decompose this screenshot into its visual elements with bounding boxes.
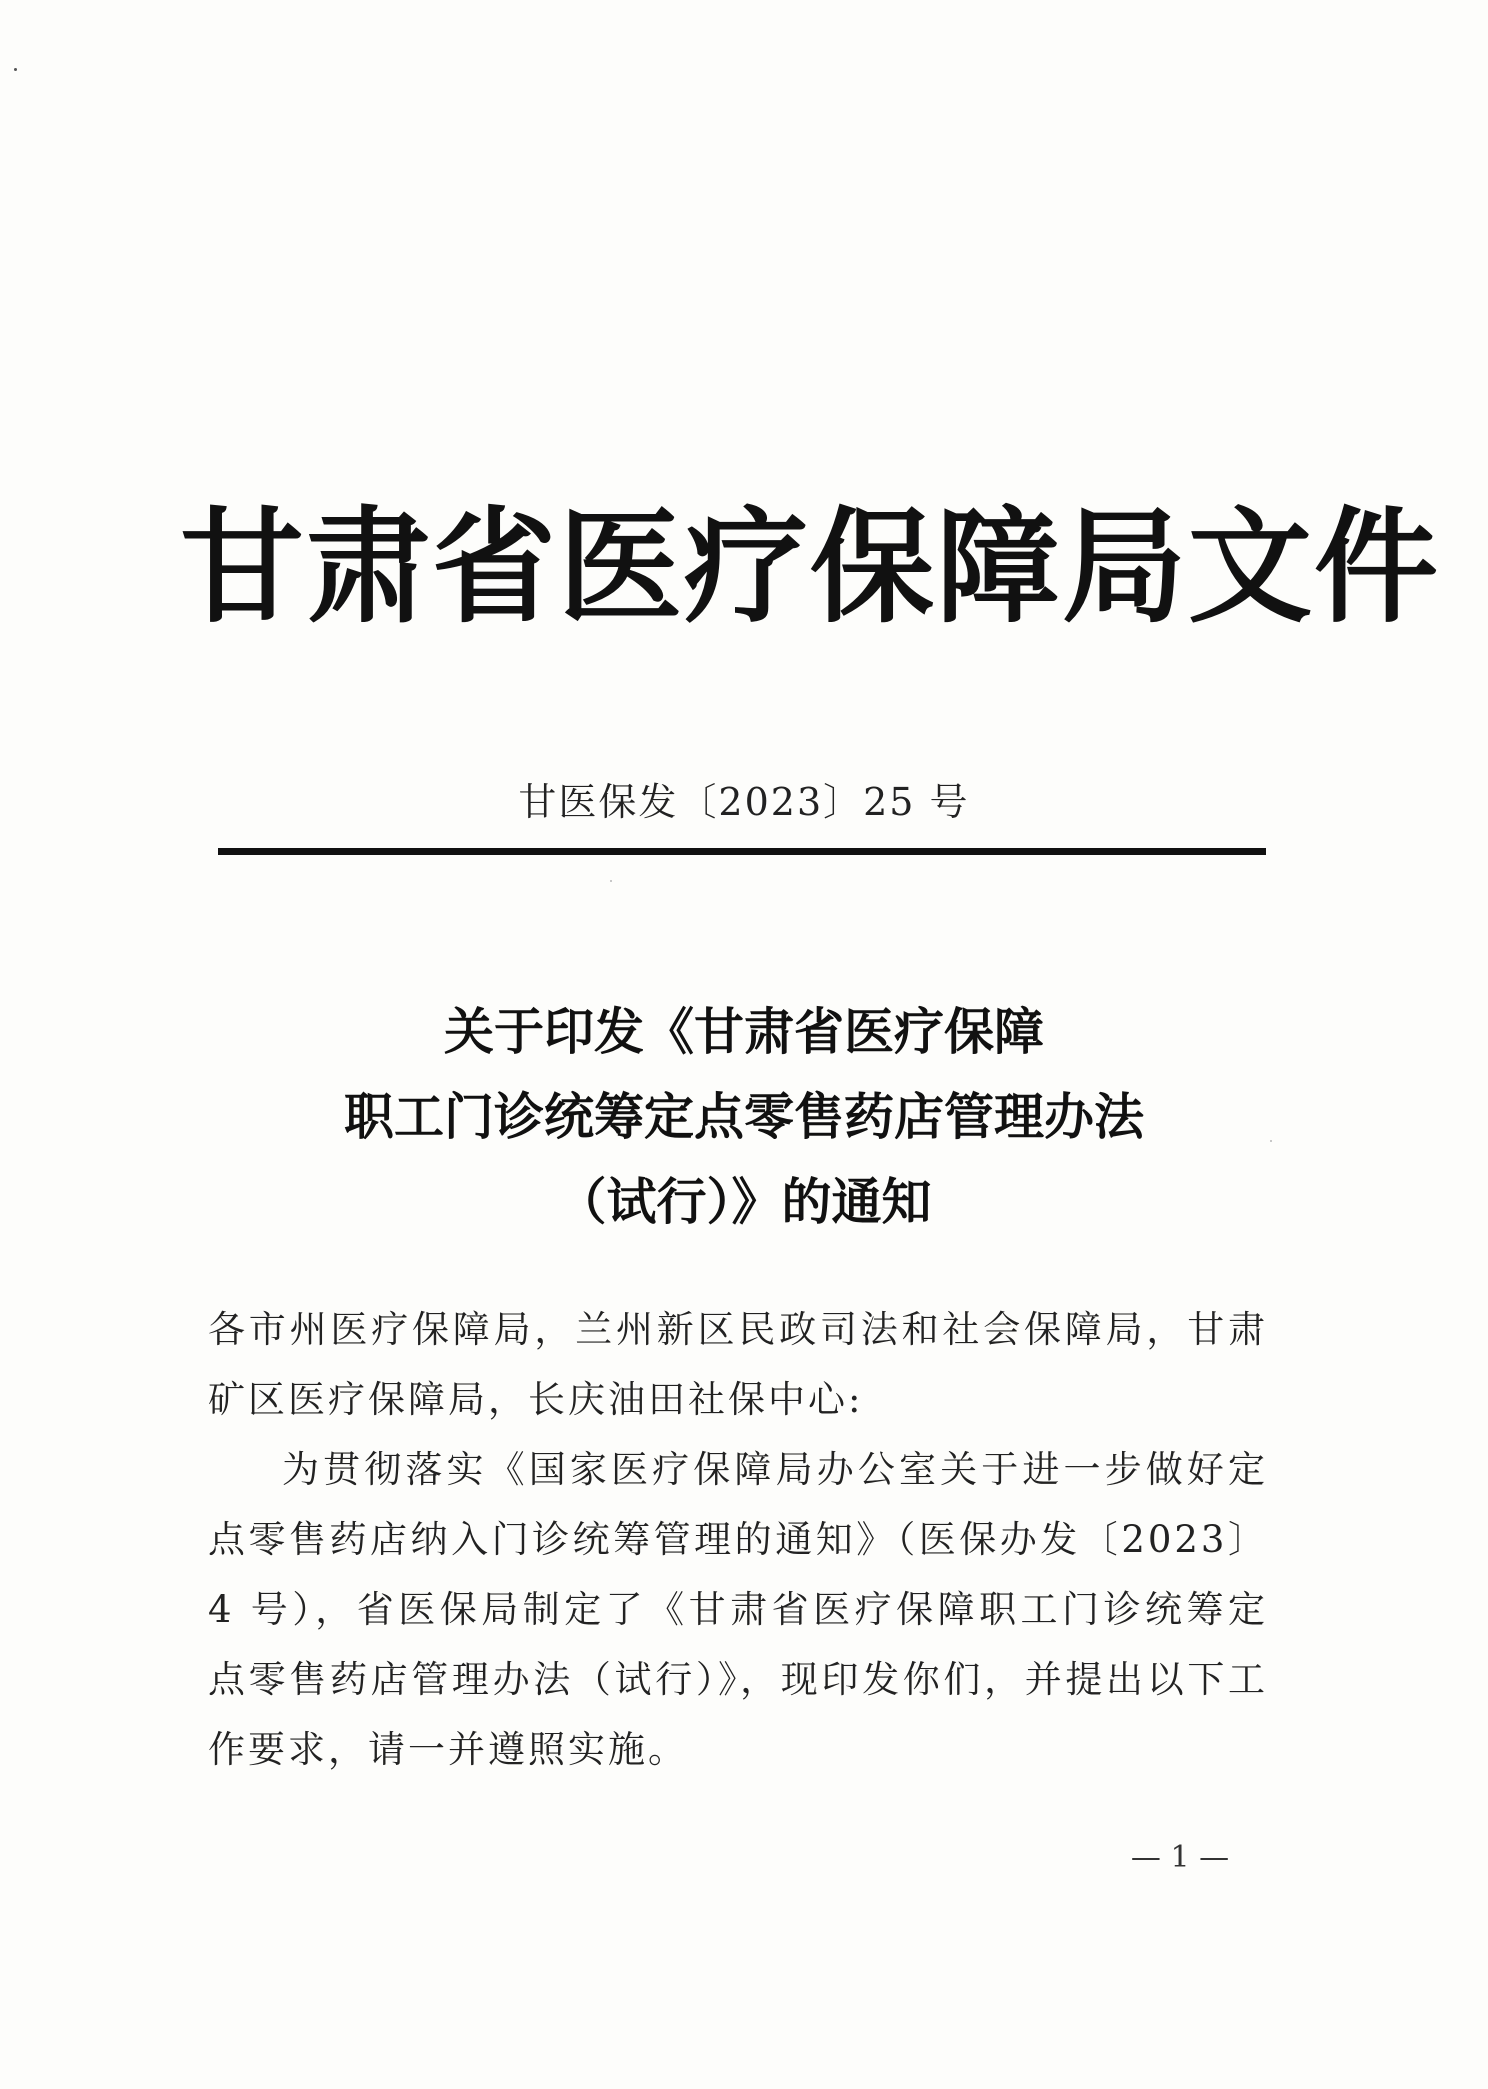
document-title: [200, 990, 1288, 1245]
title-line-3: （试行）》的通知: [556, 1173, 932, 1231]
title-line-2: 职工门诊统筹定点零售药店管理办法: [344, 1088, 1144, 1146]
header-divider-rule: [218, 848, 1266, 855]
document-body: [208, 1295, 1268, 1785]
document-masthead: 甘肃省医疗保障局文件: [180, 496, 1441, 640]
addressees-paragraph: 各市州医疗保障局，兰州新区民政司法和社会保障局，甘肃矿区医疗保障局，长庆油田社保中心:: [208, 1308, 1268, 1421]
page-number: — 1 —: [1130, 1840, 1230, 1875]
scan-speck: [1270, 1140, 1272, 1142]
title-line-1: 关于印发《甘肃省医疗保障: [444, 1003, 1044, 1061]
body-paragraph-1: 为贯彻落实《国家医疗保障局办公室关于进一步做好定点零售药店纳入门诊统筹管理的通知》（医保办发〔2023〕4 号），省医保局制定了《甘肃省医疗保障职工门诊统筹定点零售药店管理办法（试行）》，现印发你们，并提出以下工作要求，请一并遵照实施。: [208, 1448, 1268, 1771]
scan-speck: [14, 68, 17, 71]
scan-speck: [610, 880, 612, 882]
document-number: 甘医保发〔2023〕25 号: [518, 780, 970, 824]
